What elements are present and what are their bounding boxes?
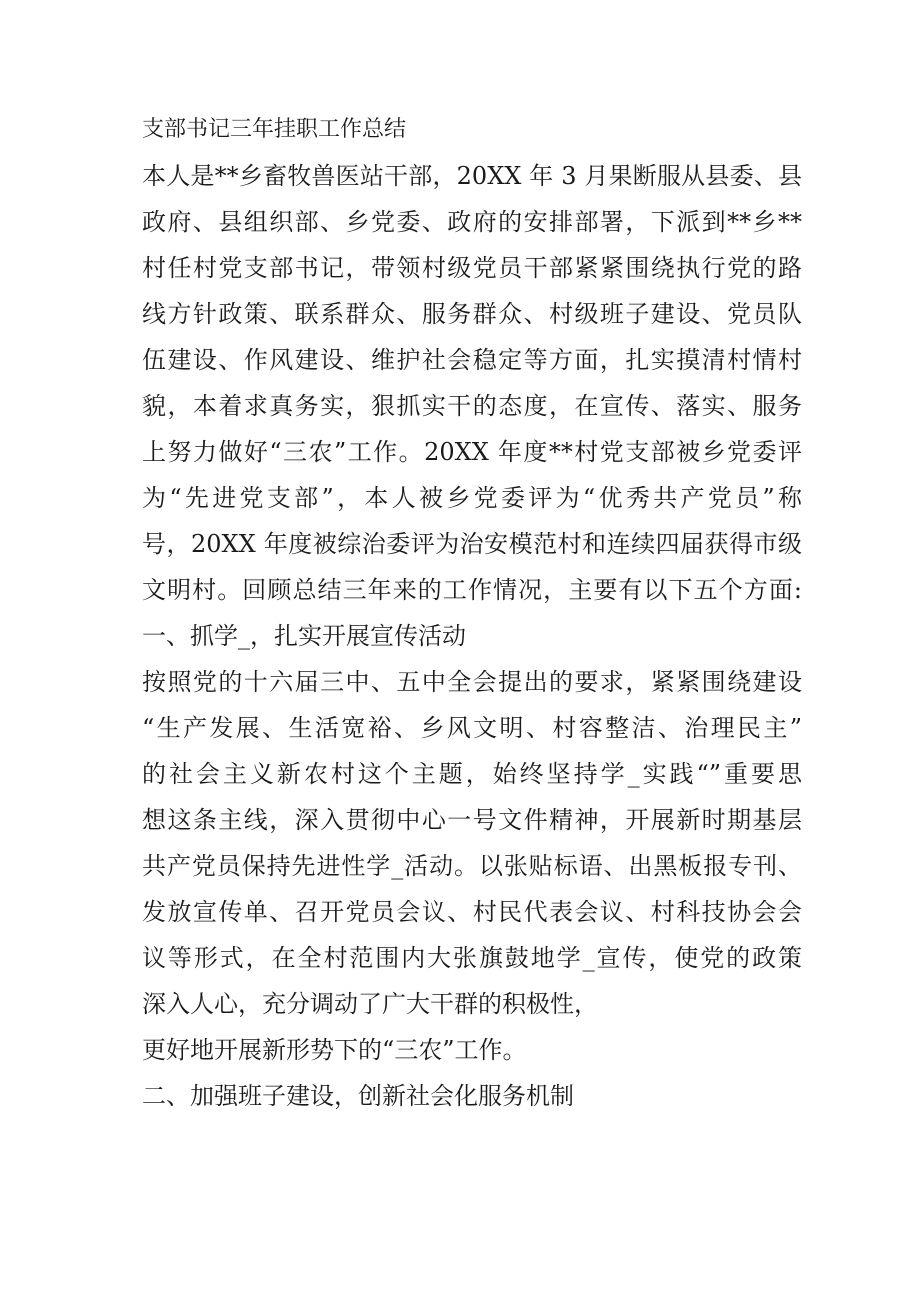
section-heading: 一、抓学_，扎实开展宣传活动: [142, 622, 466, 650]
body-line: 深入人心，充分调动了广大干群的积极性，: [142, 990, 598, 1018]
body-line: 貌，本着求真务实，狠抓实干的态度，在宣传、落实、服务: [142, 392, 802, 420]
body-line: 按照党的十六届三中、五中全会提出的要求，紧紧围绕建设: [142, 668, 802, 696]
body-line: 更好地开展新形势下的“三农”工作。: [142, 1036, 527, 1064]
body-line: 文明村。回顾总结三年来的工作情况，主要有以下五个方面:: [142, 576, 802, 604]
body-line: 线方针政策、联系群众、服务群众、村级班子建设、党员队: [142, 300, 802, 328]
body-line: 政府、县组织部、乡党委、政府的安排部署，下派到**乡**: [142, 208, 802, 236]
section-heading: 二、加强班子建设，创新社会化服务机制: [142, 1082, 574, 1110]
body-line: 想这条主线，深入贯彻中心一号文件精神，开展新时期基层: [142, 806, 802, 834]
body-line: 发放宣传单、召开党员会议、村民代表会议、村科技协会会: [142, 898, 802, 926]
body-line: 上努力做好“三农”工作。20XX 年度**村党支部被乡党委评: [142, 438, 802, 466]
document-title: 支部书记三年挂职工作总结: [142, 117, 407, 142]
body-line: 伍建设、作风建设、维护社会稳定等方面，扎实摸清村情村: [142, 346, 802, 374]
body-line: 共产党员保持先进性学_活动。以张贴标语、出黑板报专刊、: [142, 852, 802, 880]
body-line: 为“先进党支部”，本人被乡党委评为“优秀共产党员”称: [142, 484, 802, 512]
body-line: 的社会主义新农村这个主题，始终坚持学_实践“”重要思: [142, 760, 802, 788]
body-line: 号，20XX 年度被综治委评为治安模范村和连续四届获得市级: [142, 530, 802, 558]
body-line: “生产发展、生活宽裕、乡风文明、村容整洁、治理民主”: [142, 714, 802, 742]
body-line: 村任村党支部书记，带领村级党员干部紧紧围绕执行党的路: [142, 254, 802, 282]
body-line: 议等形式，在全村范围内大张旗鼓地学_宣传，使党的政策: [142, 944, 802, 972]
body-line: 本人是**乡畜牧兽医站干部，20XX 年 3 月果断服从县委、县: [142, 162, 802, 190]
